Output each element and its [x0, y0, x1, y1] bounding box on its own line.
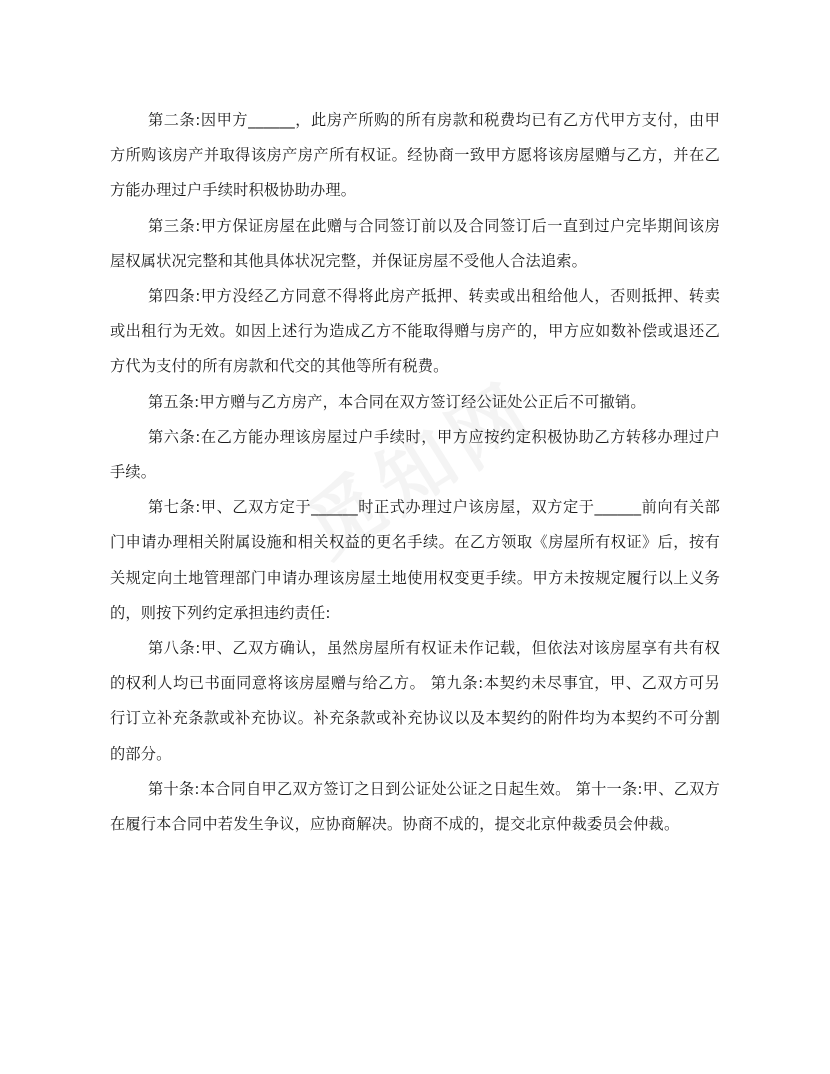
- clause-8-9: 第八条:甲、乙双方确认，虽然房屋所有权证未作记载，但依法对该房屋享有共有权的权利人均已书面同意将该房屋赠与给乙方。 第九条:本契约未尽事宜，甲、乙双方可另行订立补充条款或补充协议。补充条款或补充协议以及本契约的附件均为本契约不可分割的部分。: [110, 639, 720, 763]
- clause-2: 第二条:因甲方______，此房产所购的所有房款和税费均已有乙方代甲方支付，由甲方所购该房产并取得该房产房产所有权证。经协商一致甲方愿将该房屋赠与乙方，并在乙方能办理过户手续时积极协助办理。: [110, 111, 720, 200]
- clause-3: 第三条:甲方保证房屋在此赠与合同签订前以及合同签订后一直到过户完毕期间该房屋权属状况完整和其他具体状况完整，并保证房屋不受他人合法追索。: [110, 216, 720, 270]
- clause-10-11: 第十条:本合同自甲乙双方签订之日到公证处公证之日起生效。 第十一条:甲、乙双方在履行本合同中若发生争议，应协商解决。协商不成的，提交北京仲裁委员会仲裁。: [110, 779, 720, 834]
- clause-6: 第六条:在乙方能办理该房屋过户手续时，甲方应按约定积极协助乙方转移办理过户手续。: [110, 427, 720, 482]
- contract-body: [110, 103, 720, 842]
- clause-5: 第五条:甲方赠与乙方房产，本合同在双方签订经公证处公正后不可撤销。: [148, 392, 646, 411]
- clause-7: 第七条:甲、乙双方定于______时正式办理过户该房屋，双方定于______前向有关部门申请办理相关附属设施和相关权益的更名手续。在乙方领取《房屋所有权证》后，按有关规定向土地管理部门申请办理该房屋土地使用权变更手续。甲方未按规定履行以上义务的，则按下列约定承担违约责任:: [110, 498, 720, 622]
- clause-4: 第四条:甲方没经乙方同意不得将此房产抵押、转卖或出租给他人，否则抵押、转卖或出租行为无效。如因上述行为造成乙方不能取得赠与房产的，甲方应如数补偿或退还乙方代为支付的所有房款和代交的其他等所有税费。: [110, 287, 720, 376]
